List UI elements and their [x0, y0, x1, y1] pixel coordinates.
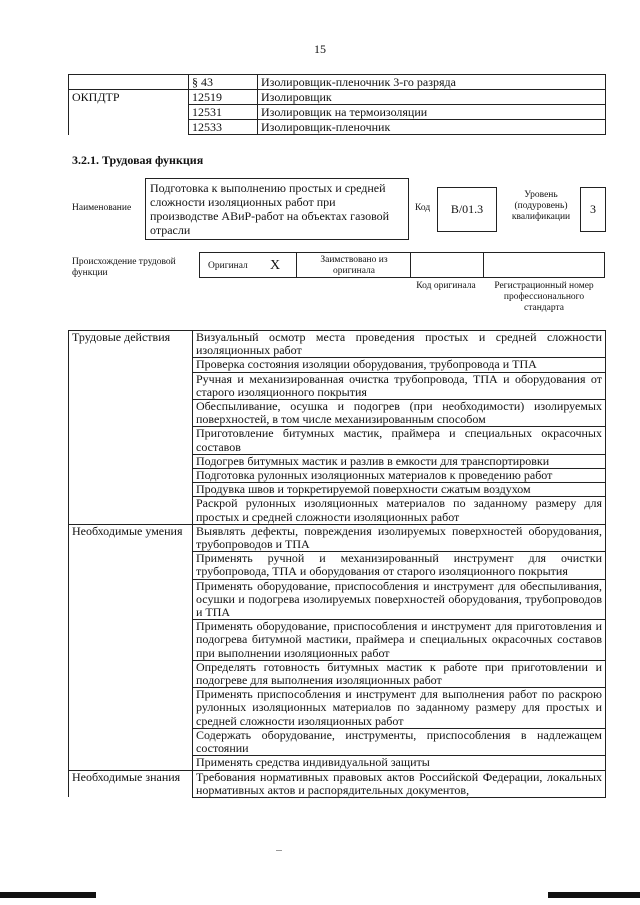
function-code-box: В/01.3 [437, 187, 497, 232]
okpdtr-code: 12533 [189, 120, 258, 135]
table-row [69, 524, 606, 551]
code-caption: Код оригинала [416, 281, 476, 291]
origin-label: Происхождение трудовой функции [72, 257, 176, 278]
section-item: Ручная и механизированная очистка трубопровода, ТПА и оборудования от старого изоляционного покрытия [193, 372, 606, 399]
section-item: Приготовление битумных мастик, праймера и специальных окрасочных составов [193, 427, 606, 454]
divider [276, 850, 282, 851]
function-name-box: Подготовка к выполнению простых и средней сложности изоляционных работ при производстве АВиР-работ на объектах газовой отрасли [145, 178, 409, 240]
section-item: Продувка швов и торкретируемой поверхности сжатым воздухом [193, 483, 606, 497]
scan-edge-gap [96, 891, 548, 899]
page-number: 15 [314, 42, 326, 56]
section-item: Подогрев битумных мастик и разлив в емкости для транспортировки [193, 454, 606, 468]
section-item: Применять средства индивидуальной защиты [193, 756, 606, 770]
okpdtr-code: 12519 [189, 90, 258, 105]
borrowed-label: Заимствовано из оригинала [320, 255, 388, 276]
section-item: Визуальный осмотр места проведения простых и средней сложности изоляционных работ [193, 331, 606, 358]
level-label: Уровень (подуровень) квалификации [511, 190, 571, 222]
origin-divider [296, 252, 297, 278]
level-box: 3 [580, 187, 606, 232]
okpdtr-row [69, 105, 606, 120]
name-label: Наименование [72, 203, 132, 213]
okpdtr-label-cell [69, 105, 189, 120]
labor-function-table [68, 330, 606, 798]
okpdtr-code: § 43 [189, 75, 258, 90]
section-category: Трудовые действия [69, 331, 193, 525]
okpdtr-code: 12531 [189, 105, 258, 120]
section-item: Обеспыливание, осушка и подогрев (при необходимости) изолируемых поверхностей, в том числе механизированным способом [193, 400, 606, 427]
okpdtr-label-cell [69, 75, 189, 90]
section-title: 3.2.1. Трудовая функция [72, 153, 204, 167]
regnum-caption: Регистрационный номер профессионального стандарта [494, 281, 594, 313]
okpdtr-row [69, 75, 606, 90]
section-category: Необходимые знания [69, 770, 193, 797]
origin-divider [483, 252, 484, 278]
original-mark: X [270, 258, 281, 273]
okpdtr-table [68, 74, 606, 135]
table-row [69, 331, 606, 358]
code-label: Код [415, 203, 431, 213]
section-item: Применять оборудование, приспособления и инструмент для приготовления и подогрева битумной мастики, праймера и специальных окрасочных составов при выполнении изоляционных работ [193, 620, 606, 661]
section-item: Требования нормативных правовых актов Российской Федерации, локальных нормативных актов и распорядительных документов, [193, 770, 606, 797]
section-item: Подготовка рулонных изоляционных материалов к проведению работ [193, 469, 606, 483]
section-item: Раскрой рулонных изоляционных материалов по заданному размеру для простых и средней сложности изоляционных работ [193, 497, 606, 524]
origin-divider [410, 252, 411, 278]
okpdtr-name: Изолировщик на термоизоляции [258, 105, 606, 120]
section-item: Применять оборудование, приспособления и инструмент для обеспыливания, осушки и подогрева изолируемых поверхностей оборудования, трубопроводов и ТПА [193, 579, 606, 620]
okpdtr-label: ОКПДТР [69, 90, 189, 105]
okpdtr-name: Изолировщик-пленочник [258, 120, 606, 135]
original-label: Оригинал [208, 261, 248, 271]
section-item: Определять готовность битумных мастик к работе при приготовлении и подогреве для выполнения изоляционных работ [193, 660, 606, 687]
section-item: Содержать оборудование, инструменты, приспособления в надлежащем состоянии [193, 728, 606, 755]
section-item: Проверка состояния изоляции оборудования, трубопровода и ТПА [193, 358, 606, 372]
section-item: Выявлять дефекты, повреждения изолируемых поверхностей оборудования, трубопроводов и ТПА [193, 524, 606, 551]
okpdtr-name: Изолировщик [258, 90, 606, 105]
section-category: Необходимые умения [69, 524, 193, 770]
origin-row [199, 252, 605, 278]
section-item: Применять ручной и механизированный инструмент для очистки трубопровода, ТПА и оборудования от старого изоляционного покрытия [193, 552, 606, 579]
okpdtr-label-cell [69, 120, 189, 135]
okpdtr-row [69, 120, 606, 135]
okpdtr-row [69, 90, 606, 105]
okpdtr-name: Изолировщик-пленочник 3-го разряда [258, 75, 606, 90]
table-row [69, 770, 606, 797]
section-item: Применять приспособления и инструмент для выполнения работ по раскрою рулонных изоляционных материалов по заданному размеру для простых и средней сложности изоляционных работ [193, 688, 606, 729]
